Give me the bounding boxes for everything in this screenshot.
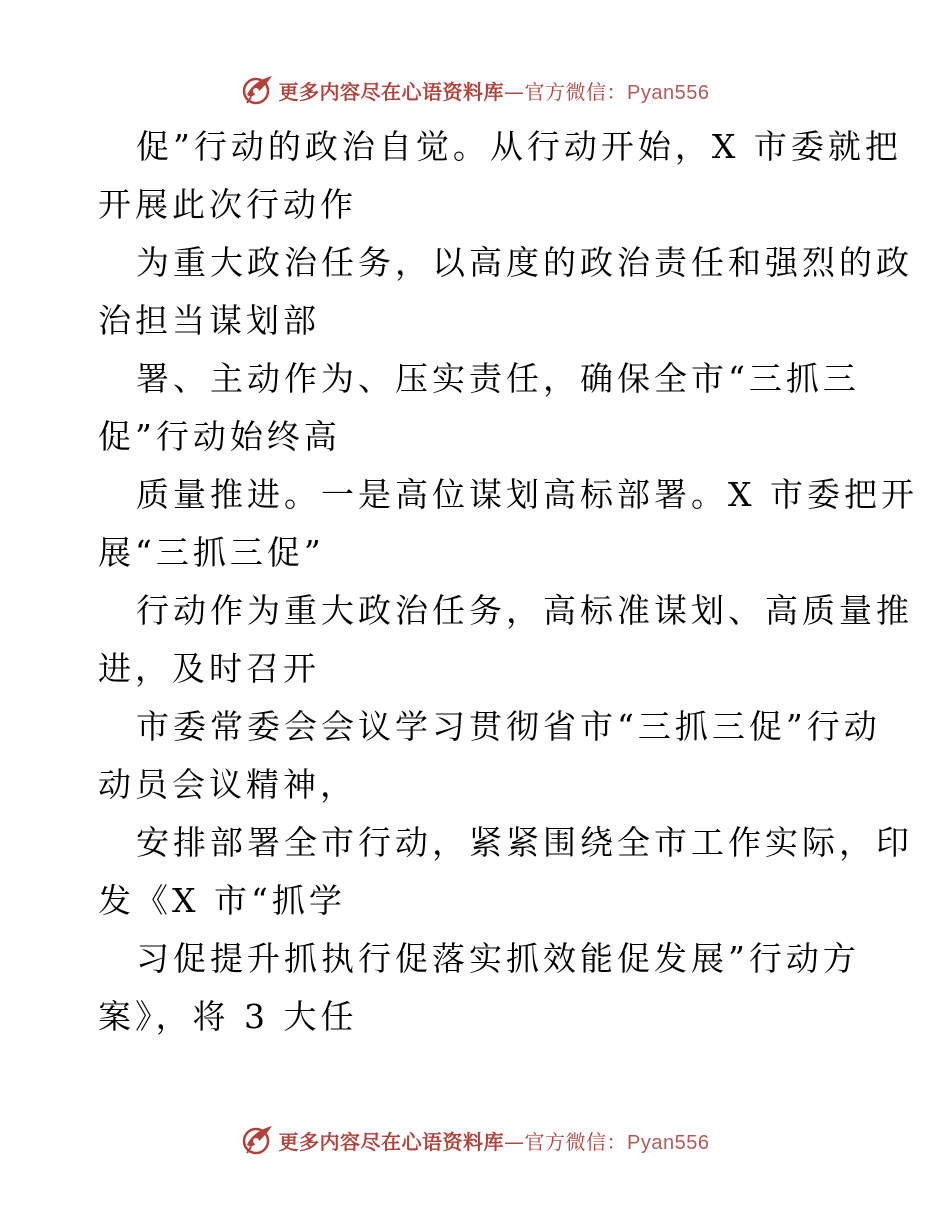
banner-wechat-label: 官方微信： bbox=[524, 1129, 628, 1154]
header-banner bbox=[0, 70, 950, 110]
text-line: 署、主动作为、压实责任，确保全市“三抓三 bbox=[136, 359, 860, 398]
text-line: 发《X 市“抓学 bbox=[98, 881, 346, 920]
document-body bbox=[98, 118, 918, 1046]
banner-promo-text: 更多内容尽在心语资料库 bbox=[278, 79, 505, 104]
text-line: 展“三抓三促” bbox=[98, 533, 325, 572]
text-line: 质量推进。一是高位谋划高标部署。X 市委把开 bbox=[136, 475, 918, 514]
text-line: 进，及时召开 bbox=[98, 649, 320, 688]
text-line: 动员会议精神， bbox=[98, 765, 357, 804]
text-line: 治担当谋划部 bbox=[98, 301, 320, 340]
footer-banner bbox=[0, 1120, 950, 1160]
text-line: 市委常委会会议学习贯彻省市“三抓三促”行动 bbox=[136, 707, 881, 746]
text-line: 为重大政治任务，以高度的政治责任和强烈的政 bbox=[136, 243, 913, 282]
banner-dash: — bbox=[504, 1129, 525, 1154]
text-line: 行动作为重大政治任务，高标准谋划、高质量推 bbox=[136, 591, 913, 630]
text-line: 习促提升抓执行促落实抓效能促发展”行动方 bbox=[136, 939, 860, 978]
quill-pen-logo-icon bbox=[241, 1123, 275, 1157]
text-line: 安排部署全市行动，紧紧围绕全市工作实际，印 bbox=[136, 823, 913, 862]
quill-pen-logo-icon bbox=[241, 73, 275, 107]
banner-wechat-id: Pyan556 bbox=[627, 1131, 710, 1154]
banner-promo-text: 更多内容尽在心语资料库 bbox=[278, 1129, 505, 1154]
banner-wechat-id: Pyan556 bbox=[627, 81, 710, 104]
text-line: 开展此次行动作 bbox=[98, 185, 357, 224]
banner-dash: — bbox=[504, 79, 525, 104]
text-line: 促”行动始终高 bbox=[98, 417, 341, 456]
banner-wechat-label: 官方微信： bbox=[524, 79, 628, 104]
text-line: 案》，将 3 大任 bbox=[98, 997, 358, 1036]
text-line: 促”行动的政治自觉。从行动开始，X 市委就把 bbox=[136, 127, 902, 166]
